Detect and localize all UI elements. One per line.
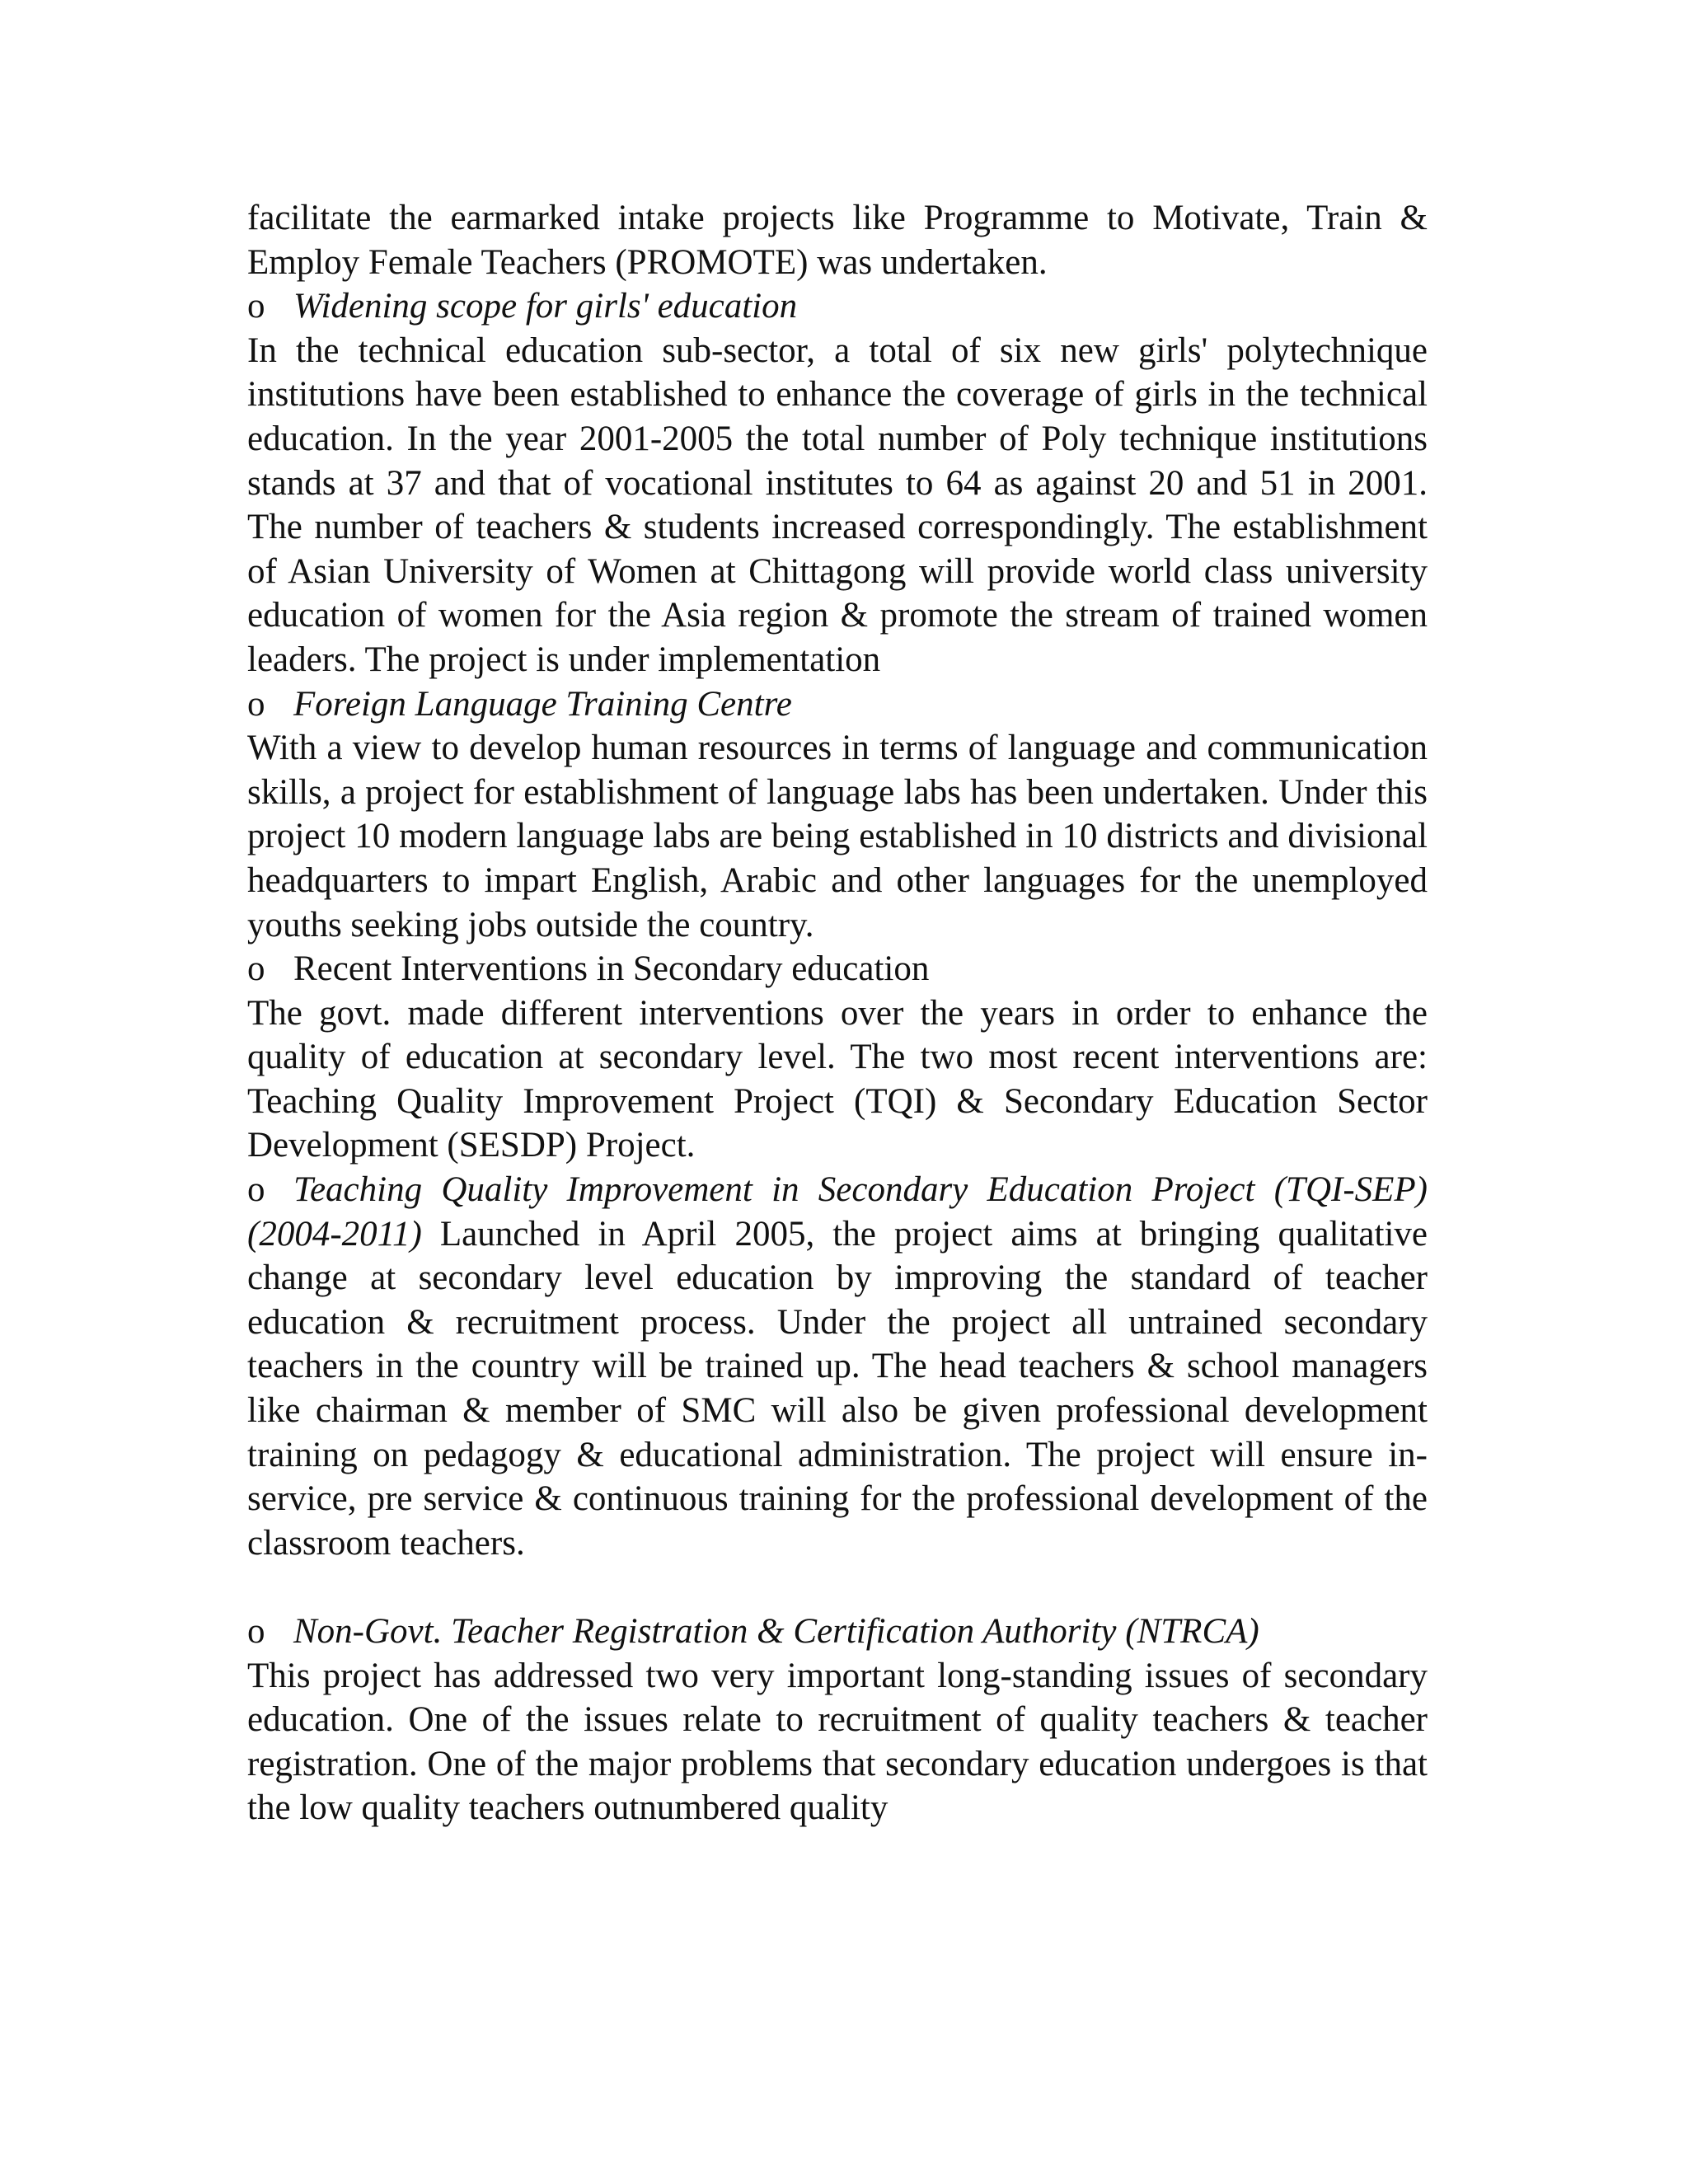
bullet-marker: o	[247, 287, 265, 326]
paragraph-girls-education: In the technical education sub-sector, a total of six new girls' polytechnique institutions have been established to enhance the coverage of girls in the technical education. In the year 2001-2005 the total number of Poly technique institutions stands at 37 and that of vocational institutes to 64 as against 20 and 51 in 2001. The number of teachers & students increased correspondingly. The establishment of Asian University of Women at Chittagong will provide world class university education of women for the Asia region & promote the stream of trained women leaders. The project is under implementation	[247, 330, 1428, 679]
heading-text: Non-Govt. Teacher Registration & Certification Authority (NTRCA)	[293, 1612, 1259, 1651]
heading-text: Teaching Quality Improvement in Secondary Education Project (TQI-SEP) (2004-2011)	[247, 1170, 1428, 1254]
bullet-marker: o	[247, 1612, 265, 1651]
text-column	[247, 196, 1428, 1830]
bullet-marker: o	[247, 1170, 265, 1210]
paragraph-recent-interventions: The govt. made different interventions over the years in order to enhance the quality of education at secondary level. The two most recent interventions are: Teaching Quality Improvement Project (TQI) & Secondary Education Sector Development (SESDP) Project.	[247, 993, 1428, 1165]
heading-text: Widening scope for girls' education	[293, 287, 798, 326]
paragraph-spacer	[247, 1565, 1428, 1610]
heading-text: Recent Interventions in Secondary education	[293, 949, 930, 989]
paragraph-ntrca: This project has addressed two very important long-standing issues of secondary education. One of the issues relate to recruitment of quality teachers & teacher registration. One of the major problems that secondary education undergoes is that the low quality teachers outnumbered quality	[247, 1656, 1428, 1828]
bullet-marker: o	[247, 949, 265, 989]
paragraph-foreign-language: With a view to develop human resources in terms of language and communication skills, a project for establishment of language labs has been undertaken. Under this project 10 modern language labs are being established in 10 districts and divisional headquarters to impart English, Arabic and other languages for the unemployed youths seeking jobs outside the country.	[247, 729, 1428, 944]
heading-text: Foreign Language Training Centre	[293, 684, 792, 724]
section-heading-ntrca	[247, 1610, 1428, 1654]
section-heading-recent-interventions	[247, 947, 1428, 991]
section-heading-foreign-language	[247, 682, 1428, 727]
paragraph-tqi-sep	[247, 1168, 1428, 1565]
intro-paragraph: facilitate the earmarked intake projects like Programme to Motivate, Train & Employ Female Teachers (PROMOTE) was undertaken.	[247, 199, 1428, 282]
bullet-marker: o	[247, 684, 265, 724]
section-heading-girls-education	[247, 284, 1428, 329]
tqi-sep-body: Launched in April 2005, the project aims at bringing qualitative change at secondary level education by improving the standard of teacher education & recruitment process. Under the project all untrained secondary teachers in the country will be trained up. The head teachers & school managers like chairman & member of SMC will also be given professional development training on pedagogy & educational administration. The project will ensure in- service, pre service & continuous training for the professional development of the classroom teachers.	[247, 1214, 1428, 1563]
